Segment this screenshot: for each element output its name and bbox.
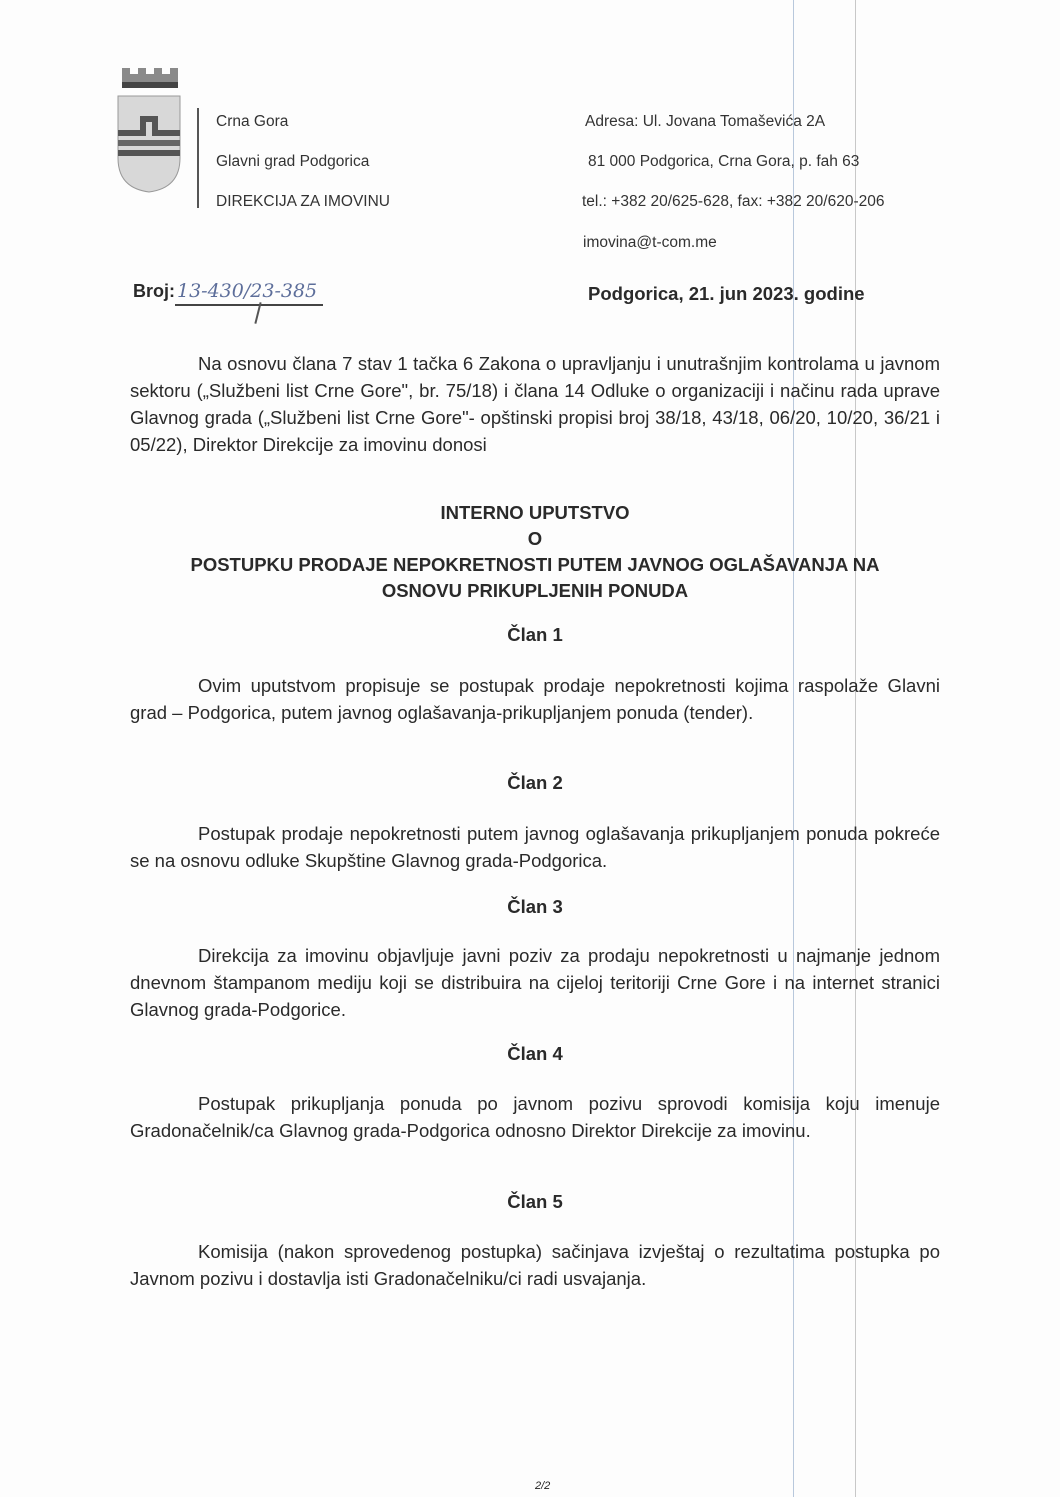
address-line: Adresa: Ul. Jovana Tomaševića 2A (585, 113, 826, 130)
document-title-o: O (527, 528, 543, 549)
coat-of-arms-icon (112, 66, 186, 194)
preamble-paragraph: Na osnovu člana 7 stav 1 tačka 6 Zakona o upravljanju i unutrašnjim kontrolama u javnom sektoru („Službeni list Crne Gore", br. 75/18) i člana 14 Odluke o organizaciji i načinu rada uprave Glavnog grada („Službeni list Crne Gore"- opštinski propisi broj 38/18, 43/18, 06/20, 10/20, 36/21 i 05/22), Direktor Direkcije za imovinu donosi (130, 353, 940, 455)
document-subtitle-2: OSNOVU PRIKUPLJENIH PONUDA (381, 580, 689, 601)
page-number: 2/2 (535, 1480, 551, 1492)
document-date: Podgorica, 21. jun 2023. godine (588, 283, 865, 304)
reference-label: Broj: (133, 281, 175, 301)
article-3-text: Direkcija za imovinu objavljuje javni poziv za prodaju nepokretnosti u najmanje jednom dnevnom štampanom mediju koji se distribuira na cijeloj teritoriji Crne Gore i na internet stranici Glavnog grada-Podgorice. (130, 945, 940, 1020)
article-5-heading: Član 5 (507, 1191, 563, 1212)
city-name: Glavni grad Podgorica (216, 153, 370, 170)
article-5-text: Komisija (nakon sprovedenog postupka) sačinjava izvještaj o rezultatima postupka po Javnom pozivu i dostavlja isti Gradonačelniku/ci radi usvajanja. (130, 1241, 940, 1289)
email-address[interactable]: imovina@t-com.me (583, 234, 717, 251)
article-3-heading: Član 3 (507, 896, 563, 917)
reference-number (133, 280, 323, 302)
postal-line: 81 000 Podgorica, Crna Gora, p. fah 63 (588, 153, 860, 170)
document-subtitle: POSTUPKU PRODAJE NEPOKRETNOSTI PUTEM JAVNOG OGLAŠAVANJA NA (190, 554, 880, 575)
article-2-text: Postupak prodaje nepokretnosti putem javnog oglašavanja prikupljanjem ponuda pokreće se na osnovu odluke Skupštine Glavnog grada-Podgorica. (130, 823, 940, 871)
article-4-heading: Član 4 (507, 1043, 563, 1064)
article-1-text: Ovim uputstvom propisuje se postupak prodaje nepokretnosti kojima raspolaže Glavni grad – Podgorica, putem javnog oglašavanja-prikupljanjem ponuda (tender). (130, 675, 940, 723)
document-title: INTERNO UPUTSTVO (440, 502, 630, 523)
article-4-text: Postupak prikupljanja ponuda po javnom pozivu sprovodi komisija koju imenuje Gradonačelnik/ca Glavnog grada-Podgorica odnosno Direktor Direkcije za imovinu. (130, 1093, 940, 1141)
letterhead-divider (197, 108, 199, 208)
handwritten-number: 13-430/23-385 (175, 280, 323, 306)
article-1-heading: Član 1 (507, 624, 563, 645)
country-name: Crna Gora (216, 113, 289, 130)
article-2-heading: Član 2 (507, 772, 563, 793)
phone-fax-line: tel.: +382 20/625-628, fax: +382 20/620-206 (582, 193, 885, 210)
department-name: DIREKCIJA ZA IMOVINU (216, 193, 390, 210)
